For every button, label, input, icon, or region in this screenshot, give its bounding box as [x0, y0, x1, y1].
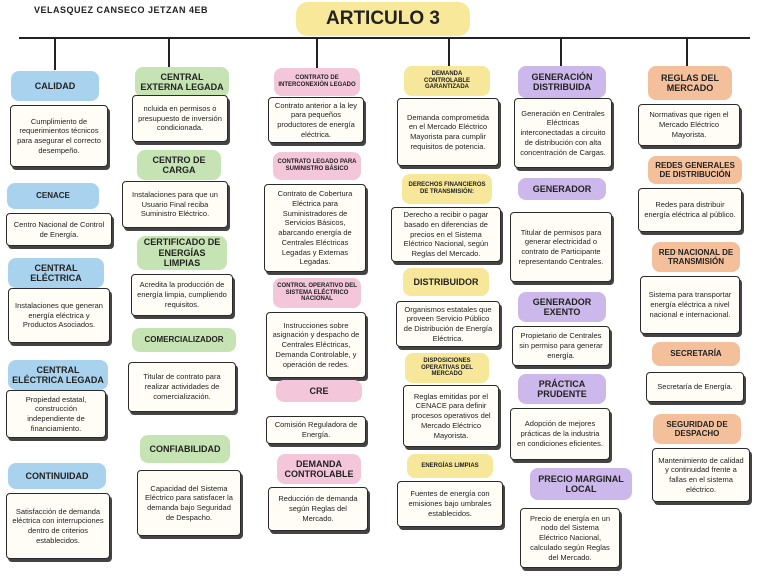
- definition-energias-limpias: Fuentes de energía con emisiones bajo umbrales establecidos.: [397, 481, 503, 527]
- definition-cenace: Centro Nacional de Control de Energía.: [6, 213, 112, 246]
- term-centro-de-carga: CENTRO DE CARGA: [137, 150, 221, 180]
- definition-redes-generales-distribucion: Redes para distribuir energía eléctrica al público.: [638, 188, 742, 232]
- definition-precio-marginal-local: Precio de energía en un nodo del Sistema Eléctrico Nacional, calculado según Reglas del Mercado.: [520, 508, 620, 568]
- term-generador: GENERADOR: [518, 178, 606, 200]
- definition-continuidad: Satisfacción de demanda eléctrica con interrupciones dentro de criterios establecidos.: [6, 493, 110, 559]
- definition-control-operativo: Instrucciones sobre asignación y despacho de Centrales Eléctricas, Demanda Controlable, y operación de redes.: [266, 312, 366, 378]
- definition-demanda-controlable-garantizada: Demanda comprometida en el Mercado Eléctrico Mayorista para cumplir requisitos de potencia.: [397, 98, 499, 166]
- author-name: VELASQUEZ CANSECO JETZAN 4EB: [34, 5, 209, 15]
- term-calidad: CALIDAD: [11, 71, 99, 101]
- connector-column-3: [316, 38, 318, 70]
- term-practica-prudente: PRÁCTICA PRUDENTE: [518, 374, 606, 404]
- connector-line: [19, 37, 750, 39]
- definition-central-electrica-legada: Propiedad estatal, construcción independiente de financiamiento.: [6, 390, 106, 438]
- definition-central-electrica: Instalaciones que generan energía eléctrica y Productos Asociados.: [8, 288, 110, 343]
- term-demanda-controlable-garantizada: DEMANDA CONTROLABLE GARANTIZADA: [404, 66, 490, 96]
- definition-red-nacional-transmision: Sistema para transportar energía eléctrica a nivel nacional e internacional.: [640, 276, 740, 334]
- term-generador-exento: GENERADOR EXENTO: [518, 292, 606, 322]
- definition-secretaria: Secretaría de Energía.: [646, 372, 744, 402]
- connector-column-2: [168, 38, 170, 68]
- term-secretaria: SECRETARÍA: [652, 342, 740, 366]
- term-precio-marginal-local: PRECIO MARGINAL LOCAL: [530, 468, 632, 500]
- term-distribuidor: DISTRIBUIDOR: [403, 268, 489, 296]
- definition-contrato-legado-suministro-basico: Contrato de Cobertura Eléctrica para Suministradores de Servicios Básicos, abarcando energía de Centrales Eléctricas Legadas y Externas Legadas.: [264, 184, 366, 272]
- term-central-electrica-legada: CENTRAL ELÉCTRICA LEGADA: [8, 360, 108, 390]
- term-certificado-energias-limpias: CERTIFICADO DE ENERGÍAS LIMPIAS: [137, 236, 227, 270]
- term-central-externa-legada: CENTRAL EXTERNA LEGADA: [135, 67, 229, 97]
- definition-comercializador: Titular de contrato para realizar actividades de comercialización.: [128, 362, 236, 412]
- term-contrato-legado-suministro-basico: CONTRATO LEGADO PARA SUMINISTRO BÁSICO: [273, 152, 361, 180]
- connector-column-5: [560, 38, 562, 66]
- definition-practica-prudente: Adopción de mejores prácticas de la industria en condiciones eficientes.: [510, 408, 610, 460]
- definition-certificado-energias-limpias: Acredita la producción de energía limpia, cumpliendo requisitos.: [131, 274, 233, 316]
- term-derechos-financieros-transmision: DERECHOS FINANCIEROS DE TRANSMISIÓN:: [402, 174, 492, 204]
- definition-central-externa-legada: ncluida en permisos o presupuesto de inversión condicionada.: [132, 95, 228, 142]
- definition-confiabilidad: Capacidad del Sistema Eléctrico para satisfacer la demanda bajo Seguridad de Despacho.: [137, 470, 241, 536]
- term-disposiciones-operativas: DISPOSICIONES OPERATIVAS DEL MERCADO: [405, 353, 489, 383]
- definition-reglas-del-mercado: Normativas que rigen el Mercado Eléctrico Mayorista.: [638, 104, 740, 146]
- term-reglas-del-mercado: REGLAS DEL MERCADO: [648, 66, 732, 100]
- main-title: ARTICULO 3: [296, 2, 470, 36]
- definition-seguridad-despacho: Mantenimiento de calidad y continuidad frente a fallas en el sistema eléctrico.: [652, 448, 750, 502]
- definition-demanda-controlable: Reducción de demanda según Reglas del Mercado.: [268, 487, 368, 531]
- connector-column-4: [448, 38, 450, 66]
- definition-generador: Titular de permisos para generar electricidad o contrato de Participante representando Centrales.: [510, 212, 612, 282]
- term-demanda-controlable: DEMANDA CONTROLABLE: [277, 454, 361, 484]
- term-seguridad-despacho: SEGURIDAD DE DESPACHO: [653, 414, 741, 444]
- definition-disposiciones-operativas: Reglas emitidas por el CENACE para definir procesos operativos del Mercado Eléctrico Mayorista.: [403, 385, 499, 447]
- term-cre: CRE: [276, 380, 362, 402]
- definition-distribuidor: Organismos estatales que proveen Servicio Público de Distribución de Energía Eléctrica.: [396, 301, 500, 347]
- term-redes-generales-distribucion: REDES GENERALES DE DISTRIBUCIÓN: [648, 156, 742, 184]
- term-confiabilidad: CONFIABILIDAD: [140, 435, 230, 463]
- definition-derechos-financieros-transmision: Derecho a recibir o pagar basado en diferencias de precios en el Sistema Eléctrico Nacional, según Reglas del Mercado.: [391, 207, 501, 262]
- term-comercializador: COMERCIALIZADOR: [132, 328, 236, 352]
- term-contrato-interconexion-legado: CONTRATO DE INTERCONEXIÓN LEGADO: [274, 68, 360, 96]
- term-energias-limpias: ENERGÍAS LIMPIAS: [407, 454, 493, 478]
- definition-generacion-distribuida: Generación en Centrales Eléctricas interconectadas a circuito de distribución con alta concentración de Cargas.: [514, 98, 612, 168]
- term-red-nacional-transmision: RED NACIONAL DE TRANSMISIÓN: [652, 242, 740, 272]
- term-control-operativo: CONTROL OPERATIVO DEL SISTEMA ELÉCTRICO NACIONAL: [273, 278, 361, 308]
- definition-centro-de-carga: Instalaciones para que un Usuario Final reciba Suministro Eléctrico.: [122, 181, 228, 228]
- term-generacion-distribuida: GENERACIÓN DISTRIBUIDA: [518, 66, 606, 98]
- definition-calidad: Cumplimiento de requerimientos técnicos para asegurar el correcto desempeño.: [10, 105, 108, 167]
- connector-column-1: [54, 38, 56, 70]
- connector-column-6: [686, 38, 688, 66]
- term-continuidad: CONTINUIDAD: [8, 463, 106, 489]
- definition-generador-exento: Propietario de Centrales sin permiso para generar energía.: [512, 326, 610, 366]
- definition-cre: Comisión Reguladora de Energía.: [266, 416, 366, 444]
- term-cenace: CENACE: [7, 183, 99, 209]
- definition-contrato-interconexion-legado: Contrato anterior a la ley para pequeños productores de energía eléctrica.: [268, 97, 364, 143]
- term-central-electrica: CENTRAL ELÉCTRICA: [8, 258, 104, 288]
